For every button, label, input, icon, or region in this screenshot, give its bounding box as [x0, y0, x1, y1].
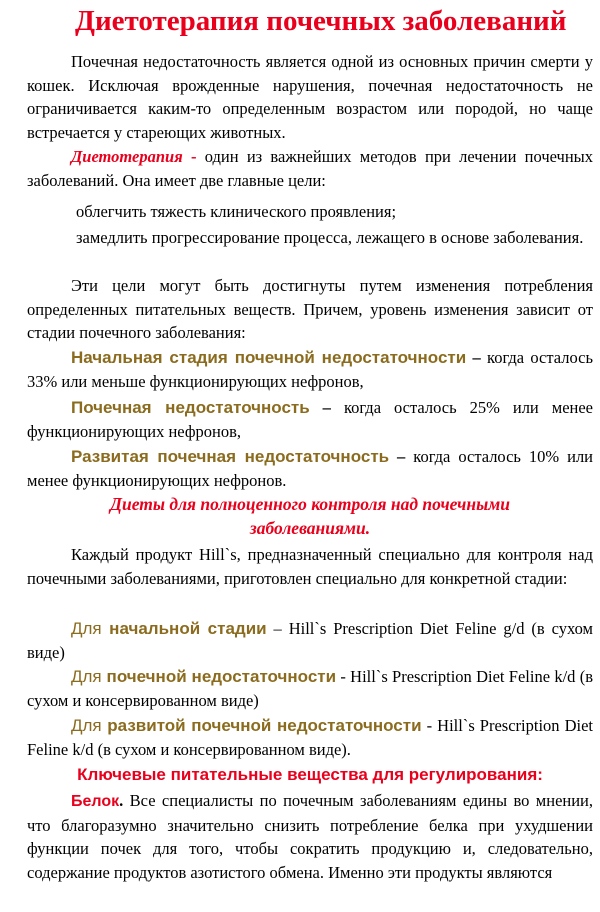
stage-name: Начальная стадия почечной недостаточности — [71, 348, 467, 367]
stage-name: Развитая почечная недостаточность — [71, 447, 390, 466]
stage-item — [27, 445, 593, 492]
goal-item: замедлить прогрессирование процесса, лежащего в основе заболевания. — [76, 228, 584, 247]
product-prefix: Для — [71, 619, 110, 638]
product-item — [27, 617, 593, 664]
product-prefix: Для — [71, 716, 108, 735]
dietotherapy-text: один из важнейших методов при лечении почечных заболеваний. Она имеет две главные цели: — [27, 147, 593, 190]
change-paragraph: Эти цели могут быть достигнуты путем изменения потребления определенных питательных веществ. Причем, уровень изменения зависит от стадии почечного заболевания: — [27, 276, 593, 342]
protein-term: Белок — [71, 793, 120, 810]
stage-item — [27, 346, 593, 393]
stage-name: Почечная недостаточность — [71, 398, 310, 417]
product-dash: - — [336, 667, 351, 686]
product-dash: – — [266, 619, 289, 638]
page-title: Диетотерапия почечных заболеваний — [75, 5, 567, 37]
hills-paragraph: Каждый продукт Hill`s, предназначенный специально для контроля над почечными заболеваниями, приготовлен специально для конкретной стадии: — [27, 545, 593, 588]
dietotherapy-paragraph — [27, 145, 593, 192]
stage-text: когда осталось 25% или менее функционирующих нефронов, — [27, 398, 593, 441]
product-text: Hill`s Prescription Diet Feline k/d (в сухом и консервированном виде) — [27, 667, 594, 710]
stage-dash: – — [466, 348, 488, 367]
dietotherapy-dash: - — [182, 147, 205, 166]
stage-text: когда осталось 33% или меньше функционирующих нефронов, — [27, 348, 594, 391]
product-prefix: Для — [71, 667, 107, 686]
stage-item — [27, 396, 593, 443]
goal-item: облегчить тяжесть клинического проявления; — [76, 202, 397, 221]
protein-paragraph — [27, 789, 593, 884]
stage-dash: – — [389, 447, 414, 466]
product-item — [27, 665, 593, 712]
protein-text: Все специалисты по почечным заболеваниям едины во мнении, что благоразумно значительно снизить потребление белка при ухудшении функции почек для того, чтобы сократить продукцию и, следовательно, содержание продуктов азотистого обмена. Именно эти продукты являются — [27, 791, 594, 882]
product-stage: развитой почечной недостаточности — [107, 716, 422, 735]
product-item — [27, 714, 593, 761]
product-text: Hill`s Prescription Diet Feline k/d (в сухом и консервированном виде). — [27, 716, 593, 759]
diets-heading: Диеты для полноценного контроля над почечными заболеваниями. — [110, 494, 510, 538]
nutrients-heading: Ключевые питательные вещества для регулирования: — [77, 765, 543, 784]
stage-text: когда осталось 10% или менее функционирующих нефронов. — [27, 447, 594, 490]
dietotherapy-term: Диетотерапия — [71, 147, 183, 166]
product-stage: почечной недостаточности — [106, 667, 337, 686]
product-text: Hill`s Prescription Diet Feline g/d (в сухом виде) — [27, 619, 593, 662]
protein-dot: . — [119, 791, 130, 810]
intro-paragraph: Почечная недостаточность является одной из основных причин смерти у кошек. Исключая врожденные нарушения, почечная недостаточность не ограничивается каким-то определенным возрастом или породой, но чаще встречается у стареющих животных. — [27, 52, 593, 142]
product-stage: начальной стадии — [109, 619, 267, 638]
stage-dash: – — [309, 398, 344, 417]
product-dash: - — [421, 716, 438, 735]
